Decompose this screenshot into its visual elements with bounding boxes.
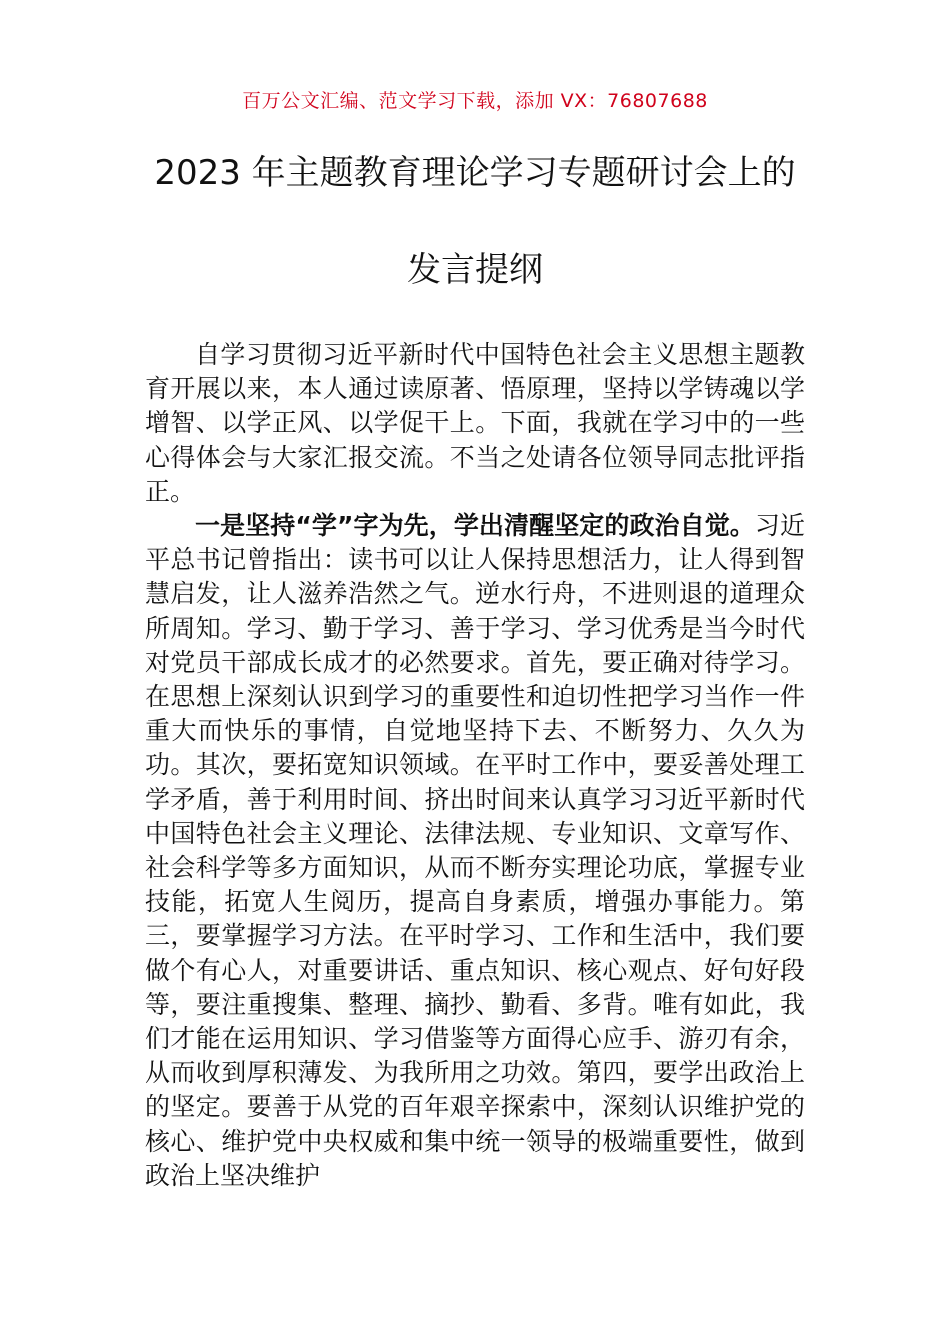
intro-paragraph: 自学习贯彻习近平新时代中国特色社会主义思想主题教育开展以来，本人通过读原著、悟原理，坚持以学铸魂以学增智、以学正风、以学促干上。下面，我就在学习中的一些心得体会与大家汇报交流。不当之处请各位领导同志批评指正。 bbox=[145, 340, 805, 506]
section-1-heading: 一是坚持“学”字为先，学出清醒坚定的政治自觉。 bbox=[195, 511, 755, 541]
document-body bbox=[145, 338, 805, 1193]
section-1-paragraph bbox=[145, 509, 805, 1193]
document-title-line-1: 2023 年主题教育理论学习专题研讨会上的 bbox=[154, 153, 796, 193]
header-watermark-note: 百万公文汇编、范文学习下载，添加 VX：76807688 bbox=[242, 90, 708, 112]
section-1-body: 习近平总书记曾指出：读书可以让人保持思想活力，让人得到智慧启发，让人滋养浩然之气。逆水行舟，不进则退的道理众所周知。学习、勤于学习、善于学习、学习优秀是当今时代对党员干部成长成才的必然要求。首先，要正确对待学习。在思想上深刻认识到学习的重要性和迫切性把学习当作一件重大而快乐的事情，自觉地坚持下去、不断努力、久久为功。其次，要拓宽知识领域。在平时工作中，要妥善处理工学矛盾，善于利用时间、挤出时间来认真学习习近平新时代中国特色社会主义理论、法律法规、专业知识、文章写作、社会科学等多方面知识，从而不断夯实理论功底，掌握专业技能，拓宽人生阅历，提高自身素质，增强办事能力。第三，要掌握学习方法。在平时学习、工作和生活中，我们要做个有心人，对重要讲话、重点知识、核心观点、好句好段等，要注重搜集、整理、摘抄、勤看、多背。唯有如此，我们才能在运用知识、学习借鉴等方面得心应手、游刃有余，从而收到厚积薄发、为我所用之功效。第四，要学出政治上的坚定。要善于从党的百年艰辛探索中，深刻认识维护党的核心、维护党中央权威和集中统一领导的极端重要性，做到政治上坚决维护 bbox=[145, 511, 805, 1190]
document-title-line-2: 发言提纲 bbox=[407, 250, 543, 290]
